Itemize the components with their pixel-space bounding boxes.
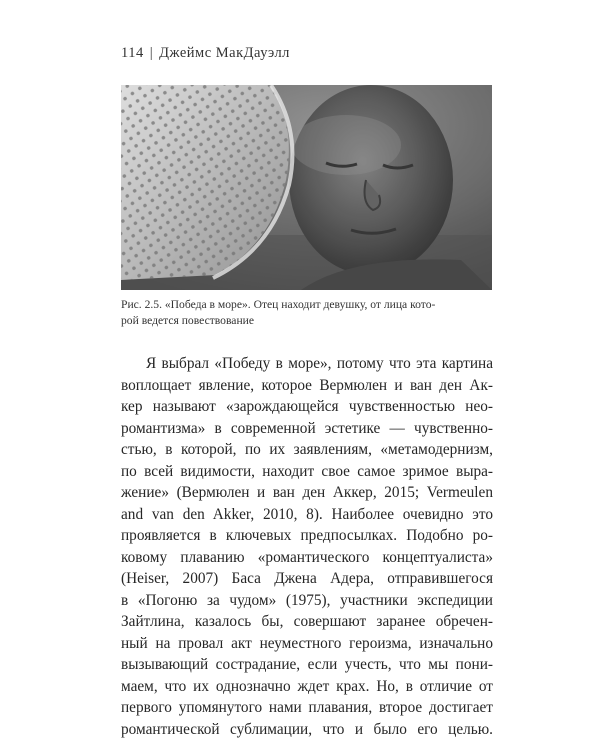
paragraph-line: Я выбрал «Победу в море», потому что эта картина <box>146 355 493 372</box>
paragraph-line: стью, в которой, по их заявлениям, «метамодернизм, <box>121 441 493 458</box>
paragraph-line: ковому плаванию «романтического концептуалиста» <box>121 548 493 566</box>
page-number: 114 <box>121 45 144 61</box>
paragraph-line: проявляется в ключевых предпосылках. Подобно ро- <box>121 527 493 544</box>
caption-line: рой ведется повествование <box>121 314 254 327</box>
paragraph-line: романтической сублимации, что и было его целью. <box>121 720 493 738</box>
paragraph-line: жение» (Вермюлен и ван ден Аккер, 2015; Vermeulen <box>121 484 493 501</box>
paragraph-line: романтизма» в современной эстетике — чувственно- <box>121 419 493 437</box>
paragraph-line: (Heiser, 2007) Баса Джена Адера, отправившегося <box>121 570 493 587</box>
running-head <box>121 45 290 62</box>
paragraph-line: по всей видимости, находит свое самое зримое выра- <box>121 462 493 480</box>
body-paragraph <box>121 353 493 740</box>
paragraph-line: маем, что их однозначно ждет крах. Но, в отличие от <box>121 677 493 695</box>
paragraph-line: Зайтлина, казалось бы, совершают заранее обречен- <box>121 613 493 630</box>
paragraph-line: and van den Akker, 2010, 8). Наиболее очевидно это <box>121 505 493 523</box>
figure-caption <box>121 297 493 329</box>
paragraph-line: первого упомянутого нами плавания, второе достигает <box>121 699 493 716</box>
paragraph-line: кер называют «зарождающейся чувственностью нео- <box>121 398 493 415</box>
paragraph-line: воплощает явление, которое Вермюлен и ван ден Ак- <box>121 376 493 394</box>
paragraph-line: вызывающий сострадание, если учесть, что мы пони- <box>121 656 493 673</box>
photo-film-still-icon <box>121 85 492 290</box>
caption-line: Рис. 2.5. «Победа в море». Отец находит девушку, от лица кото- <box>121 298 436 311</box>
author-name: Джеймс МакДауэлл <box>159 45 290 61</box>
paragraph-line: ный на провал акт неуместного героизма, изначально <box>121 634 493 652</box>
header-separator: | <box>149 45 154 61</box>
film-still-photo <box>121 85 492 290</box>
paragraph-line: в «Погоню за чудом» (1975), участники экспедиции <box>121 591 493 609</box>
